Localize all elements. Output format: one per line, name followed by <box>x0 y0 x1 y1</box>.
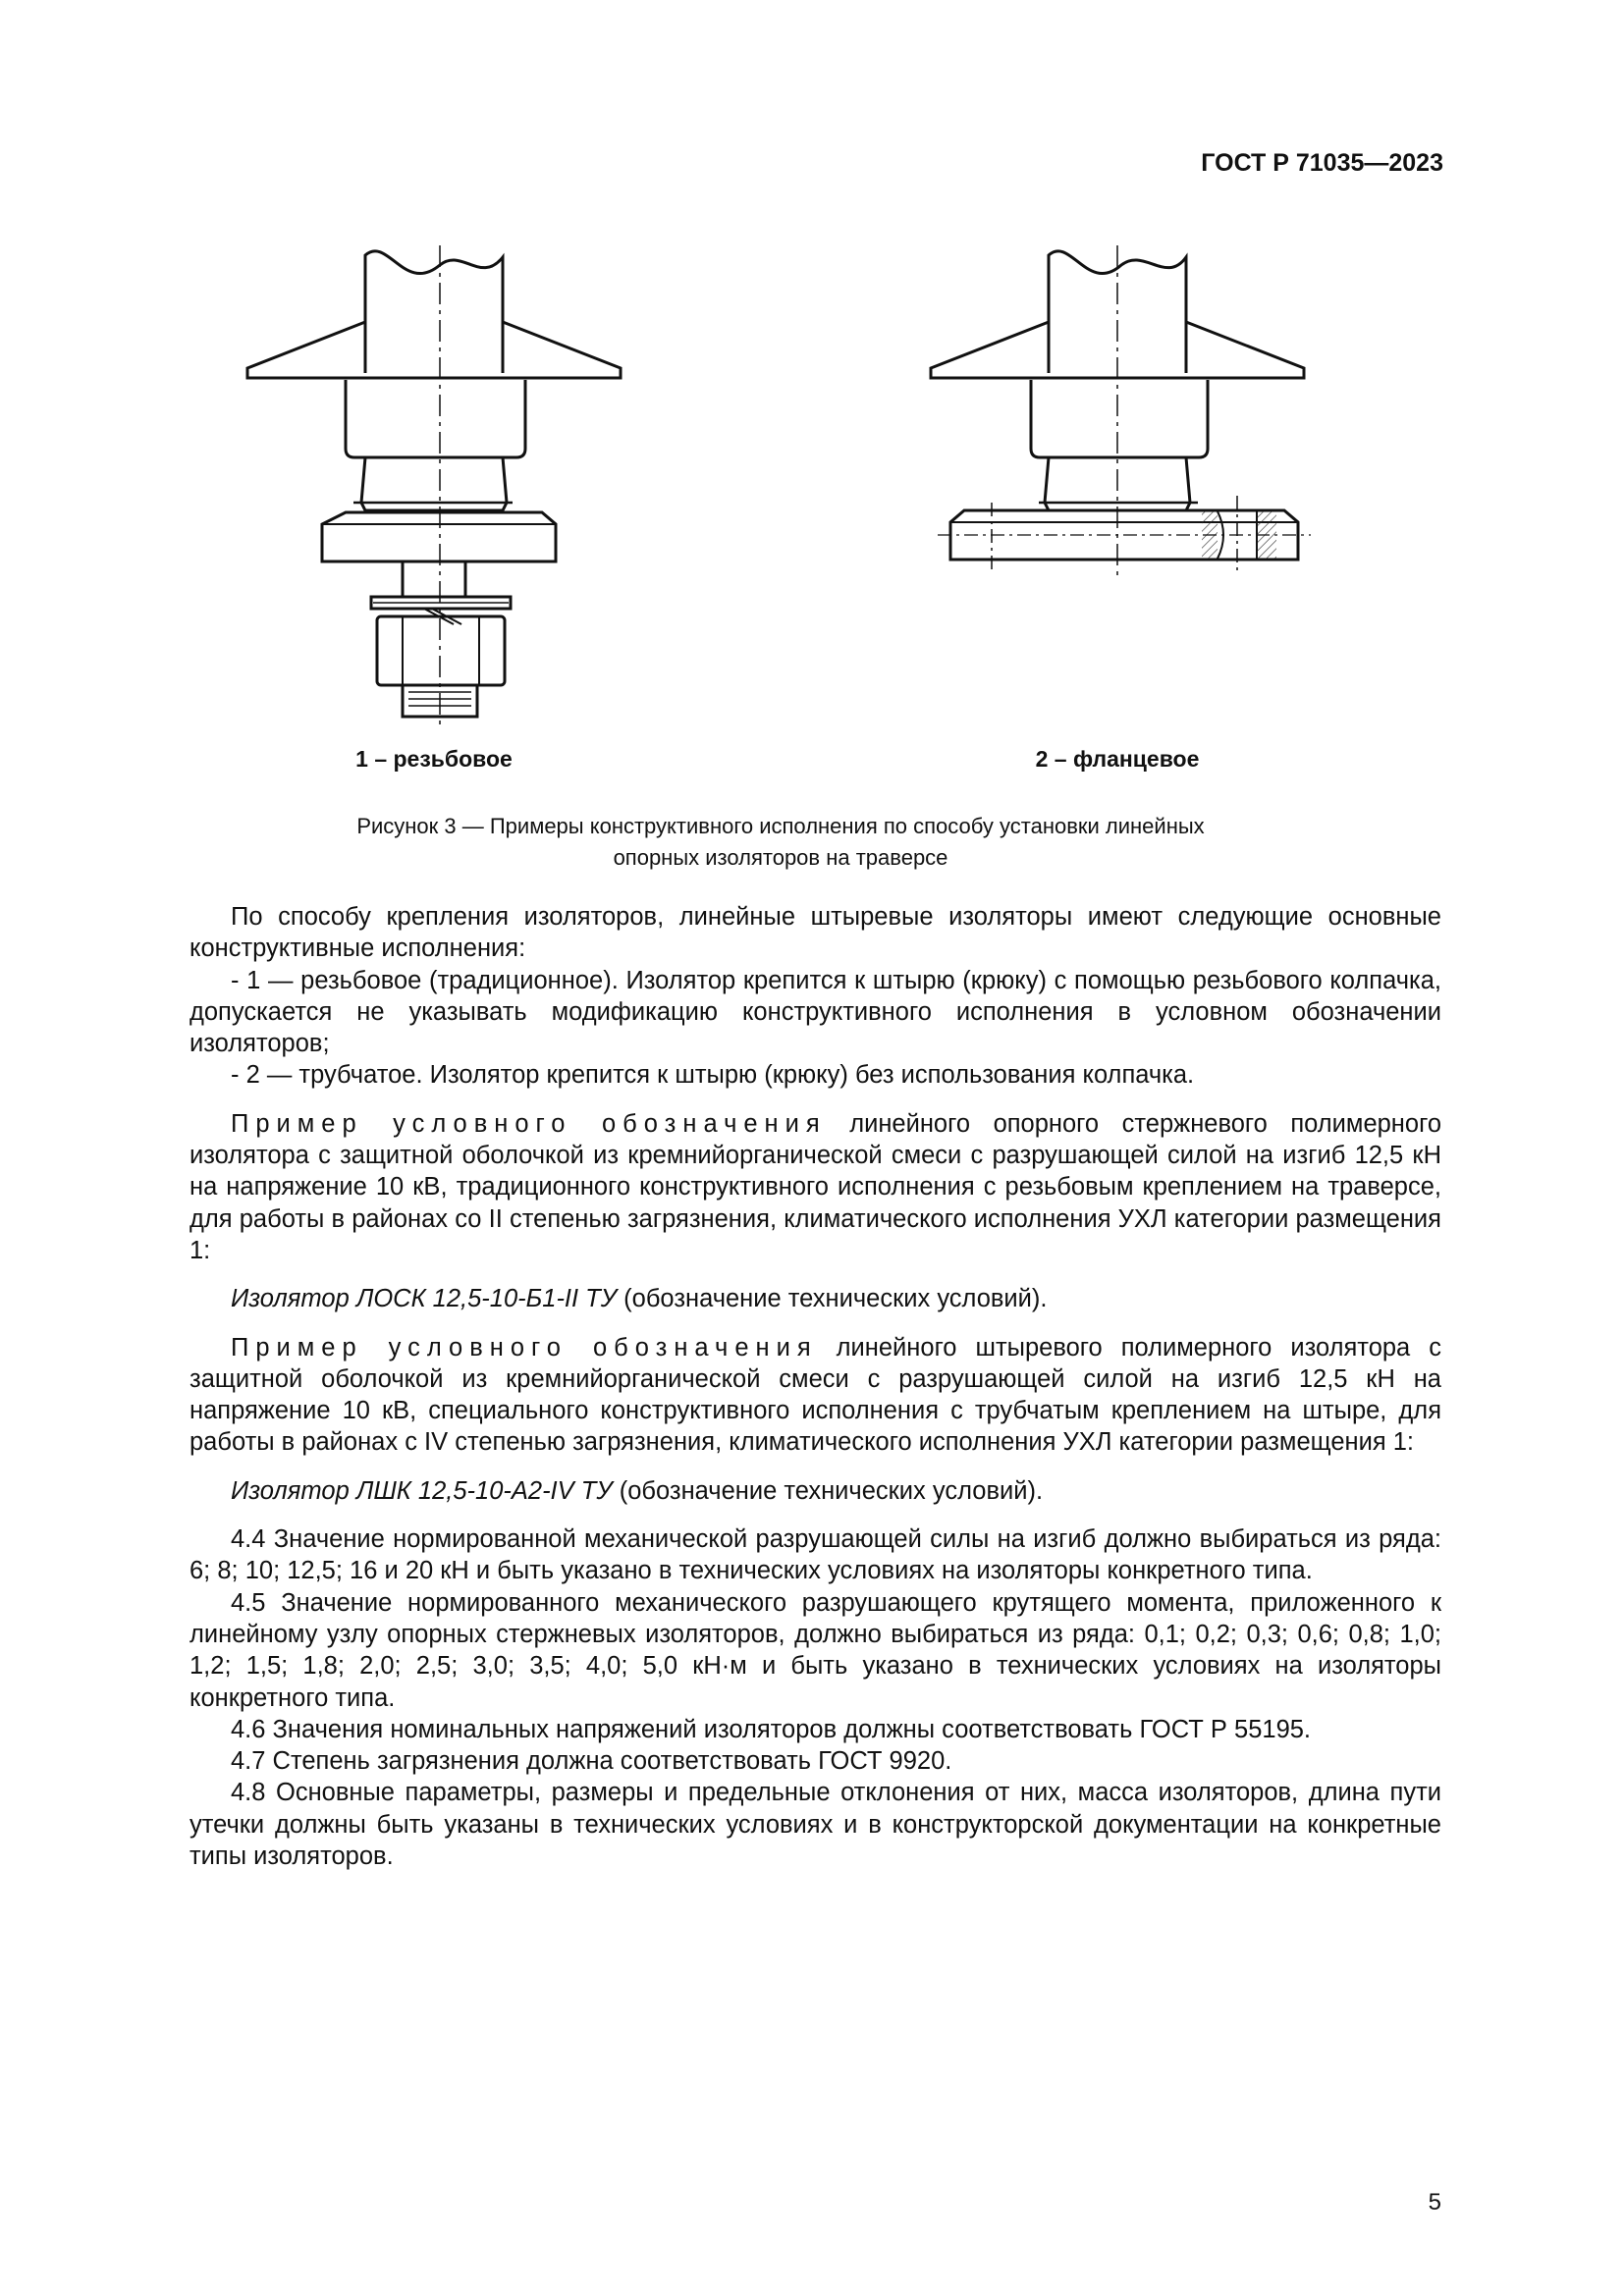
paragraph-1: По способу крепления изоляторов, линейные штыревые изоляторы имеют следующие основные конструктивные исполнения: <box>189 903 1441 963</box>
clause-4-5: 4.5 Значение нормированного механического разрушающего крутящего момента, приложенного к линейному узлу опорных стержневых изоляторов, должно выбираться из ряда: 0,1; 0,2; 0,3; 0,6; 0,8; 1,0; 1,2; 1,5; 1,8; 2,0; 2,5; 3,0; 3,5; 4,0; 5,0 кН·м и быть указано в технических условиях на изоляторы конкретного типа. <box>189 1588 1441 1712</box>
example-text-1: линейного опорного стержневого полимерного изолятора с защитной оболочкой из кремнийорганической смеси с разрушающей силой на изгиб 12,5 кН на напряжение 10 кВ, традиционного конструктивного исполнения с резьбовым креплением на траверсе, для работы в районах со II степенью загрязнения, климатического исполнения УХЛ категории размещения 1: <box>189 1109 1441 1264</box>
sleeve-threaded <box>346 380 525 457</box>
hex-nut-threaded <box>377 616 505 685</box>
caption-line-2: опорных изоляторов на траверсе <box>613 845 948 870</box>
body-text <box>189 901 1441 1872</box>
shed-threaded <box>247 322 621 378</box>
designation-note-1: (обозначение технических условий). <box>617 1285 1048 1313</box>
designation-2 <box>189 1475 1441 1507</box>
clause-4-8: 4.8 Основные параметры, размеры и предельные отклонения от них, масса изоляторов, длина пути утечки должны быть указаны в технических условиях и в конструкторской документации на конкретные типы изоляторов. <box>189 1779 1441 1871</box>
insulator-flanged-drawing <box>931 245 1311 579</box>
caption-line-1: Рисунок 3 — Примеры конструктивного исполнения по способу установки линейных <box>356 814 1205 838</box>
clause-4-7: 4.7 Степень загрязнения должна соответствовать ГОСТ 9920. <box>231 1747 952 1776</box>
list-item-2: - 2 — трубчатое. Изолятор крепится к штырю (крюку) без использования колпачка. <box>231 1061 1195 1090</box>
example-text-2: линейного штыревого полимерного изолятора с защитной оболочкой из кремнийорганической смеси с разрушающей силой на изгиб 12,5 кН на напряжение 10 кВ, специального конструктивного исполнения с трубчатым креплением на штыре, для работы в районах с IV степенью загрязнения, климатического исполнения УХЛ категории размещения 1: <box>189 1333 1442 1457</box>
list-item-1: - 1 — резьбовое (традиционное). Изолятор крепится к штырю (крюку) с помощью резьбового колпачка, допускается не указывать модификацию конструктивного исполнения в условном обозначении изоляторов; <box>189 966 1441 1058</box>
stud-threaded <box>403 561 465 597</box>
insulator-threaded-drawing <box>247 245 621 726</box>
standard-number: ГОСТ Р 71035—2023 <box>1201 149 1443 177</box>
designation-code-2: Изолятор ЛШК 12,5-10-А2-IV ТУ <box>231 1476 613 1505</box>
figure-caption <box>226 811 1335 874</box>
designation-code-1: Изолятор ЛОСК 12,5-10-Б1-II ТУ <box>231 1285 618 1313</box>
example-paragraph-1 <box>189 1108 1441 1266</box>
spaced-heading-1: Пример условного обозначения <box>231 1109 827 1138</box>
designation-note-2: (обозначение технических условий). <box>612 1476 1044 1505</box>
figure-label-threaded: 1 – резьбовое <box>355 746 513 772</box>
designation-1 <box>189 1283 1441 1314</box>
figure-3-drawing <box>0 0 1624 746</box>
nut-flange-threaded <box>322 512 556 561</box>
example-paragraph-2 <box>189 1332 1441 1459</box>
sleeve-flanged <box>1031 380 1208 457</box>
clause-4-6: 4.6 Значения номинальных напряжений изоляторов должны соответствовать ГОСТ Р 55195. <box>231 1715 1312 1743</box>
spaced-heading-2: Пример условного обозначения <box>231 1333 818 1362</box>
clause-4-4: 4.4 Значение нормированной механической разрушающей силы на изгиб должно выбираться из ряда: 6; 8; 10; 12,5; 16 и 20 кН и быть указано в технических условиях на изоляторы конкретного типа. <box>189 1525 1441 1585</box>
figure-label-flanged: 2 – фланцевое <box>1035 746 1200 772</box>
page-number: 5 <box>1428 2189 1441 2216</box>
shank-top-threaded <box>365 251 503 373</box>
